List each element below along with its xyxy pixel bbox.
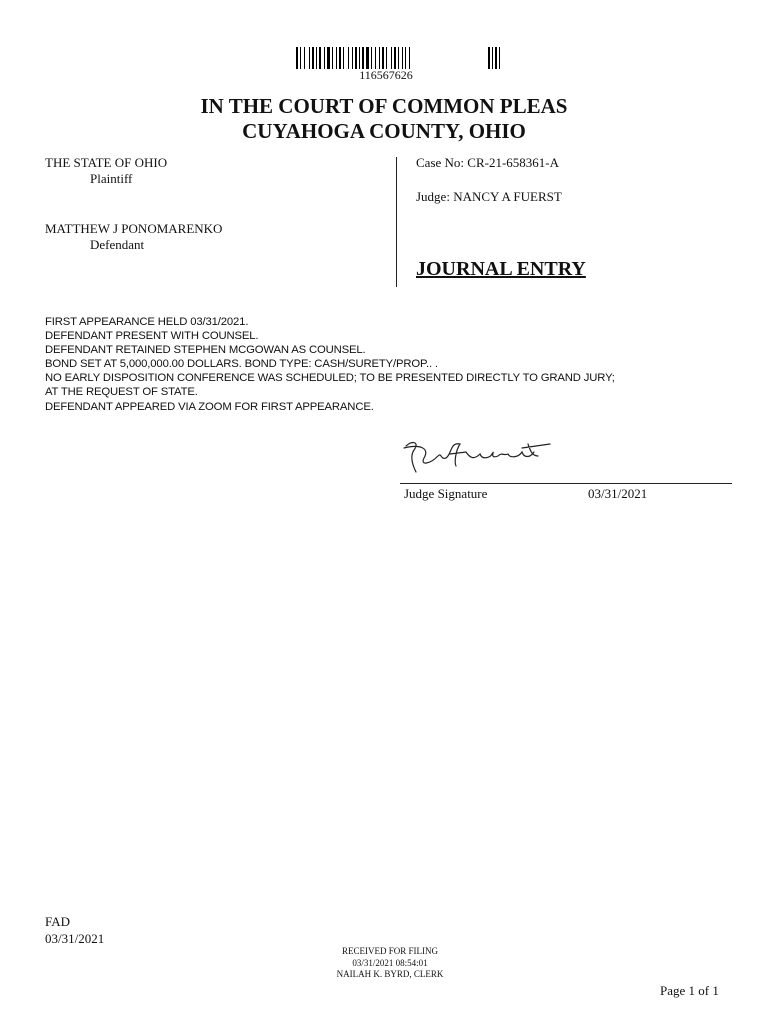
entry-line: DEFENDANT APPEARED VIA ZOOM FOR FIRST APPEARANCE. (45, 400, 374, 413)
entry-line: BOND SET AT 5,000,000.00 DOLLARS. BOND TYPE: CASH/SURETY/PROP.. . (45, 358, 438, 371)
signature-date: 03/31/2021 (588, 486, 648, 501)
page-number: Page 1 of 1 (660, 983, 719, 998)
received-line: RECEIVED FOR FILING (342, 946, 438, 956)
received-stamp (300, 946, 480, 981)
defendant-block (45, 221, 222, 253)
defendant-role: Defendant (90, 237, 145, 252)
court-title (0, 94, 768, 144)
plaintiff-name: THE STATE OF OHIO (45, 155, 168, 170)
plaintiff-role: Plaintiff (90, 171, 133, 186)
footer-date: 03/31/2021 (45, 931, 105, 946)
court-title-line1: IN THE COURT OF COMMON PLEAS (200, 94, 568, 118)
judge-handwritten-signature (400, 436, 560, 476)
entry-line: AT THE REQUEST OF STATE. (45, 386, 198, 399)
entry-body (45, 315, 615, 414)
case-number: Case No: CR-21-658361-A (416, 155, 559, 170)
journal-entry-title: JOURNAL ENTRY (416, 258, 586, 280)
signature-label: Judge Signature (404, 486, 488, 501)
footer-code-block (45, 913, 104, 947)
barcode-number: 116567626 (359, 68, 413, 82)
plaintiff-block (45, 155, 167, 187)
received-line: 03/31/2021 08:54:01 (352, 957, 428, 968)
entry-line: NO EARLY DISPOSITION CONFERENCE WAS SCHEDULED; TO BE PRESENTED DIRECTLY TO GRAND JURY; (45, 372, 615, 385)
court-title-line2: CUYAHOGA COUNTY, OHIO (242, 119, 526, 143)
signature-line (400, 483, 732, 484)
judge-name: Judge: NANCY A FUERST (416, 189, 562, 204)
entry-line: DEFENDANT PRESENT WITH COUNSEL. (45, 330, 259, 343)
entry-line: DEFENDANT RETAINED STEPHEN MCGOWAN AS COUNSEL. (45, 344, 366, 357)
defendant-name: MATTHEW J PONOMARENKO (45, 221, 223, 236)
footer-code: FAD (45, 914, 71, 929)
received-line: NAILAH K. BYRD, CLERK (336, 969, 444, 979)
barcode (296, 47, 504, 69)
entry-line: FIRST APPEARANCE HELD 03/31/2021. (45, 316, 249, 328)
caption-divider (396, 157, 397, 287)
